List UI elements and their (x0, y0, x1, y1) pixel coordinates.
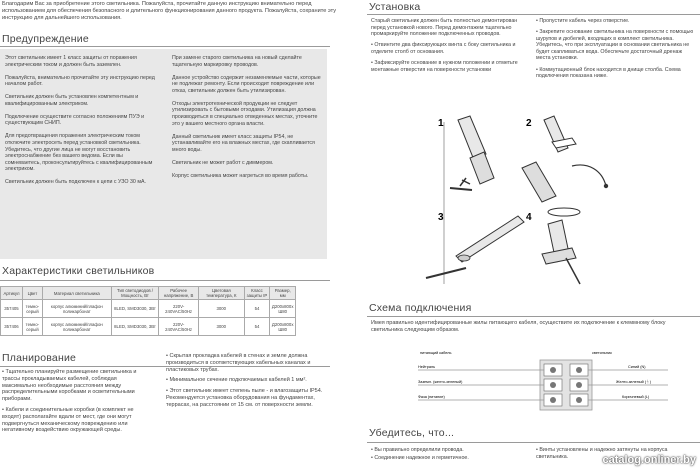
warning-paragraph: Пожалуйста, внимательно прочитайте эту инструкцию перед началом работ. (5, 74, 155, 88)
wiring-diagram (406, 340, 674, 414)
check-divider (367, 442, 700, 443)
terminal-screw-icon (576, 367, 582, 373)
install-paragraph: Старый светильник должен быть полностью демонтирован перед установкой нового. Перед демонтажем тщательно промаркируйте положение подключенных проводов. (371, 18, 518, 38)
table-cell: 220V-240VAC/50Hz (159, 318, 199, 336)
wire-label-ground: Заземл. (желто-зеленый) (418, 380, 463, 384)
wiring-divider (367, 316, 700, 317)
table-cell: 357405 (1, 300, 23, 318)
check-item: • Соединение надежное и герметичное. (371, 455, 536, 462)
wire-label-blue: Синий (N) (628, 365, 646, 369)
install-item: • Пропустите кабель через отверстие. (536, 18, 696, 25)
wire-label-brown: Коричневый (L) (622, 395, 650, 399)
specs-header-cell: Цвет (22, 287, 42, 300)
table-row (1, 300, 296, 318)
planning-left-column (2, 369, 152, 438)
intro-text: Благодарим Вас за приобретение этого светильника. Пожалуйста, прочитайте данную инструкцию внимательно перед использованием для обеспечения безопасного и длительного функционирования данного продукта. Пожалуйста, сохраните эту инструкцию для дальнейшего использования. (2, 1, 337, 22)
planning-item: • Тщательно планируйте размещение светильника и трассы прокладываемых кабелей, соблюдая максимально необходимые расстояния между распределительными коробками и осветительными приборами. (2, 369, 152, 403)
install-step-2-illustration (522, 116, 608, 202)
terminal-screw-icon (576, 397, 582, 403)
wiring-text: Имея правильно идентифицированные жилы питающего кабеля, осуществите их подключение к клеммному блоку светильника следующим образом. (371, 320, 666, 333)
table-cell: корпус алюминий/плафон поликарбонат (42, 300, 111, 318)
table-cell: 220V-240VAC/50Hz (159, 300, 199, 318)
install-step-4-illustration (526, 208, 580, 284)
table-cell: 54 (244, 300, 270, 318)
warning-paragraph: Светильник должен быть подключен к цепи с УЗО 30 мА. (5, 179, 146, 186)
terminal-screw-icon (550, 397, 556, 403)
ring-icon (548, 208, 580, 216)
planning-item: • Кабели и соединительные коробки (в комплект не входят) располагайте вдали от мест, где они могут подвергнуться механическому повреждению или негативному воздействию окружающей среды. (2, 407, 152, 434)
warning-title: Предупреждение (2, 33, 89, 45)
planning-item: • Минимальное сечение подключаемых кабелей 1 мм². (166, 377, 328, 384)
table-cell: 3000 (199, 318, 245, 336)
table-cell: темно-серый (22, 318, 42, 336)
warning-right-column (172, 55, 322, 186)
table-cell: 54 (244, 318, 270, 336)
watermark: catalog.onliner.by (602, 454, 696, 466)
warning-paragraph: Отходы электротехнической продукции не следует утилизировать с бытовыми отходами. Утилизация должна производиться в специально отведенных местах, уточните это у вашего местного органа власти. (172, 100, 318, 127)
specs-header-cell: Артикул (1, 287, 23, 300)
install-step-3-illustration (426, 212, 524, 278)
warning-box (0, 49, 327, 259)
warning-divider (0, 46, 330, 47)
table-row (1, 318, 296, 336)
screwdriver-icon (566, 258, 580, 284)
lamp-base-icon (458, 255, 470, 261)
planning-item: • Скрытая прокладка кабелей в стенах и земле должна производиться в соответствующих кабельных каналах и пластиковых трубах. (166, 353, 328, 373)
install-right-column (536, 18, 696, 84)
table-cell: корпус алюминий/плафон поликарбонат (42, 318, 111, 336)
install-title: Установка (369, 1, 421, 13)
wire-label-yellow-green: Желто-зеленый (⏚) (616, 380, 652, 384)
lamp-base-icon (542, 248, 576, 264)
step-number: 4 (526, 212, 532, 223)
check-item: • Винты установлены и надежно затянуты на корпуса светильника. (536, 447, 696, 460)
check-left-column (371, 447, 536, 466)
planning-right-column (166, 353, 328, 413)
install-divider (367, 14, 700, 15)
specs-header-cell: Рабочее напряжение, В (159, 287, 199, 300)
warning-paragraph: Этот светильник имеет 1 класс защиты от поражения электрическим током и должен быть заземлен. (5, 55, 137, 68)
table-cell: 8LED, SMD3030, 3Вт (111, 300, 158, 318)
step-number: 3 (438, 212, 444, 223)
specs-header-row (1, 287, 296, 300)
lamp-label: светильник (592, 351, 612, 355)
warning-paragraph: При замене старого светильника на новый сделайте тщательную маркировку проводов. (172, 55, 302, 68)
check-title: Убедитесь, что... (369, 427, 455, 439)
lamp-base-icon (470, 152, 494, 184)
step-number: 2 (526, 118, 532, 129)
lamp-base-icon (522, 162, 556, 202)
specs-header-cell: Материал светильника (42, 287, 111, 300)
specs-title: Характеристики светильников (2, 265, 155, 277)
terminal-screw-icon (550, 382, 556, 388)
install-left-column (371, 18, 531, 78)
planning-item: • Этот светильник имеет степень пыле - и влагозащиты IP54. Рекомендуется установка оборудования на фундаментах, террасах, на расстоянии от 15 см. от поверхности земли. (166, 388, 328, 408)
warning-paragraph: Для предотвращения поражения электрическим током отключите электросеть перед установкой светильника. Убедитесь, что другие лица не могут восстановить электроснабжение без вашего ведома. Если вы сомневаетесь, проконсультируйтесь с квалифицированным электриком. (5, 133, 153, 173)
screwdriver-icon (450, 188, 472, 190)
warning-paragraph: Данный светильник имеет класс защиты IP54, не устанавливайте его на влажных местах, где скапливается много воды. (172, 133, 315, 153)
supply-cable-label: питающий кабель (420, 351, 452, 355)
warning-paragraph: Светильник должен быть установлен компетентным и квалифицированным электриком. (5, 94, 139, 107)
wire-label-neutral: Нейтраль (418, 365, 436, 369)
terminal-screw-icon (550, 367, 556, 373)
drill-icon (426, 268, 466, 278)
step-number: 1 (438, 118, 444, 129)
warning-paragraph: Светильник не может работ с диммером. (172, 159, 274, 166)
terminal-screw-icon (576, 382, 582, 388)
wiring-title: Схема подключения (369, 302, 472, 314)
table-cell: Д200х800х Ш80 (270, 318, 296, 336)
wire-label-phase: Фаза (питание) (418, 395, 445, 399)
specs-header-cell: Размер, мм (270, 287, 296, 300)
install-item: • Коммутационный блок находится в днище столба. Схема подключения показана ниже. (536, 67, 696, 80)
install-illustrations (366, 108, 700, 288)
table-cell: темно-серый (22, 300, 42, 318)
warning-paragraph: Данное устройство содержит незаменяемые части, которые не подлежат ремонту. Если происходит повреждение или отказ, светильник должен быть утилизирован. (172, 74, 321, 94)
planning-title: Планирование (2, 352, 77, 364)
warning-paragraph: Корпус светильника может нагреться во время работы. (172, 172, 309, 179)
table-cell: 3000 (199, 300, 245, 318)
warning-paragraph: Подключение осуществите согласно положениям ПУЭ и существующим СНИП. (5, 113, 145, 127)
table-cell: Д200х800х Ш80 (270, 300, 296, 318)
table-cell: 8LED, SMD3030, 3Вт (111, 318, 158, 336)
specs-header-cell: Цветовая температура, К (199, 287, 245, 300)
specs-header-cell: Тип светодиодов / Мощность, Вт (111, 287, 158, 300)
warning-left-column (5, 55, 155, 192)
specs-header-cell: Класс защиты IP (244, 287, 270, 300)
specs-divider (0, 280, 330, 281)
cable-icon (572, 165, 606, 186)
specs-table (0, 286, 296, 336)
install-item: • Закрепите основание светильника на поверхности с помощью шурупов и дюбелей, входящих в комплект светильника. Убедитесь, что при эксплуатации в основании светильника не будет скапливаться вода. Обеспечьте достаточный дренаж места установки. (536, 29, 696, 62)
check-item: • Вы правильно определили провода. (371, 447, 536, 454)
install-item: • Зафиксируйте основание в нужном положении и отметьте монтажные отверстия на поверхности установки (371, 60, 531, 73)
install-item: • Отвинтите два фиксирующих винта с боку светильника и отделите столб от основания. (371, 42, 531, 55)
cable-end-icon (604, 184, 608, 188)
table-cell: 357406 (1, 318, 23, 336)
screwdriver-icon (460, 178, 470, 186)
